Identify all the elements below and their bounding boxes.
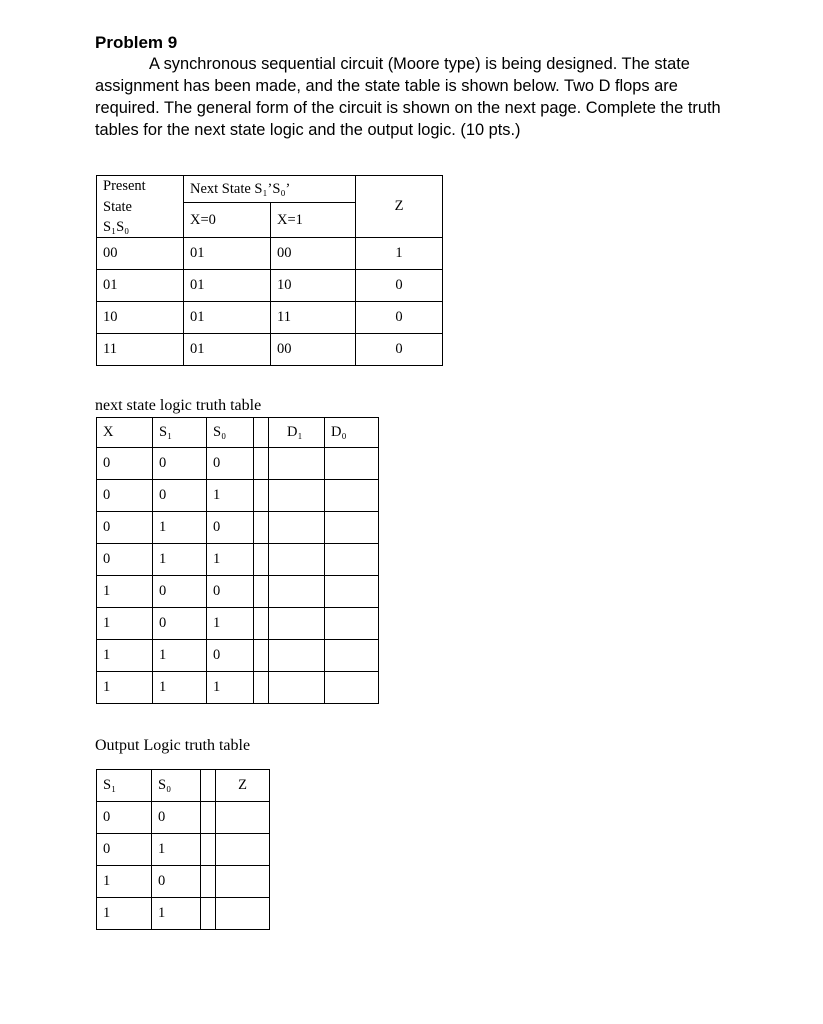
x0-cell: 01 [184,302,271,334]
divider-cell [254,544,269,576]
d1-answer-cell[interactable] [269,544,325,576]
present-cell: 10 [97,302,184,334]
x1-cell: 11 [271,302,356,334]
divider-cell [254,608,269,640]
x1-cell: 10 [271,270,356,302]
divider-cell [254,512,269,544]
s0-cell: 1 [207,544,254,576]
s0-cell: 1 [152,898,201,930]
d0-answer-cell[interactable] [325,448,379,480]
present-cell: 01 [97,270,184,302]
x0-cell: 01 [184,238,271,270]
s1-cell: 0 [153,480,207,512]
table-row [97,512,379,544]
d1-header: D₁ [269,418,325,448]
s1-cell: 1 [153,544,207,576]
state-label: State [103,199,132,215]
s0-cell: 0 [207,576,254,608]
s1-cell: 1 [97,866,152,898]
z-header: Z [216,770,270,802]
table-row [97,238,443,270]
d0-answer-cell[interactable] [325,576,379,608]
x-header: X [97,418,153,448]
s1-cell: 0 [153,608,207,640]
z-cell: 0 [356,270,443,302]
z-answer-cell[interactable] [216,834,270,866]
divider-cell [254,672,269,704]
divider-cell [254,480,269,512]
statement-line: required. The general form of the circuit is shown on the next page. Complete the truth [95,99,721,117]
table-row [97,898,270,930]
table-row [97,302,443,334]
z-header: Z [356,176,443,238]
table-row [97,448,379,480]
d0-answer-cell[interactable] [325,608,379,640]
x0-label: X=0 [190,211,216,228]
x1-cell: 00 [271,334,356,366]
d1-answer-cell[interactable] [269,480,325,512]
divider-cell [254,640,269,672]
x0-cell: 01 [184,334,271,366]
s0-cell: 1 [207,608,254,640]
d0-answer-cell[interactable] [325,672,379,704]
x1-cell: 00 [271,238,356,270]
s0-header: S₀ [152,770,201,802]
x0-header [184,203,271,238]
table-row [97,834,270,866]
present-cell: 11 [97,334,184,366]
s0-cell: 0 [207,448,254,480]
s1-cell: 1 [153,512,207,544]
table-row [97,480,379,512]
table-row [97,270,443,302]
s0-cell: 1 [207,672,254,704]
next-state-truth-table [96,417,379,704]
z-cell: 0 [356,334,443,366]
table-row [97,866,270,898]
z-answer-cell[interactable] [216,802,270,834]
x0-cell: 01 [184,270,271,302]
s1s0-label: S₁S₀ [103,219,130,235]
d1-answer-cell[interactable] [269,608,325,640]
next-state-caption: next state logic truth table [95,397,262,414]
x-cell: 1 [97,640,153,672]
s1-cell: 0 [153,448,207,480]
s0-header: S₀ [207,418,254,448]
present-label: Present [103,178,146,194]
table-row [97,334,443,366]
divider-cell [201,802,216,834]
d1-answer-cell[interactable] [269,640,325,672]
divider-cell [254,448,269,480]
z-answer-cell[interactable] [216,866,270,898]
present-cell: 00 [97,238,184,270]
next-state-header [184,176,356,203]
divider-cell [201,834,216,866]
s0-cell: 1 [207,480,254,512]
x-cell: 1 [97,608,153,640]
s1-header: S₁ [153,418,207,448]
z-cell: 1 [356,238,443,270]
problem-title: Problem 9 [95,33,178,52]
s1-cell: 1 [153,640,207,672]
x-cell: 0 [97,544,153,576]
table-row [97,608,379,640]
z-cell: 0 [356,302,443,334]
s1-cell: 0 [153,576,207,608]
d0-answer-cell[interactable] [325,544,379,576]
output-truth-table [96,769,270,930]
d0-answer-cell[interactable] [325,512,379,544]
divider-cell [201,898,216,930]
x-cell: 0 [97,448,153,480]
table-row [97,802,270,834]
next-state-label: Next State S₁’S₀’ [190,180,291,197]
d0-answer-cell[interactable] [325,480,379,512]
divider-cell [201,866,216,898]
present-state-header [97,176,184,238]
s1-cell: 0 [97,834,152,866]
s0-cell: 0 [207,640,254,672]
statement-line: A synchronous sequential circuit (Moore type) is being designed. The state [149,55,690,73]
s1-cell: 1 [153,672,207,704]
d0-answer-cell[interactable] [325,640,379,672]
x-cell: 1 [97,576,153,608]
x1-header [271,203,356,238]
x1-label: X=1 [277,211,303,228]
statement-line: assignment has been made, and the state table is shown below. Two D flops are [95,77,678,95]
problem-statement [95,53,800,141]
s0-cell: 0 [152,802,201,834]
divider-cell [254,418,269,448]
s0-cell: 1 [152,834,201,866]
s1-cell: 0 [97,802,152,834]
d1-answer-cell[interactable] [269,512,325,544]
s0-cell: 0 [207,512,254,544]
z-answer-cell[interactable] [216,898,270,930]
d1-answer-cell[interactable] [269,576,325,608]
divider-cell [201,770,216,802]
d0-header: D₀ [325,418,379,448]
table-row [97,576,379,608]
s1-header: S₁ [97,770,152,802]
statement-line: tables for the next state logic and the output logic. (10 pts.) [95,121,521,139]
table-row [97,640,379,672]
x-cell: 0 [97,512,153,544]
d1-answer-cell[interactable] [269,448,325,480]
table-row [97,544,379,576]
s1-cell: 1 [97,898,152,930]
divider-cell [254,576,269,608]
x-cell: 1 [97,672,153,704]
s0-cell: 0 [152,866,201,898]
state-table [96,175,443,366]
table-row [97,672,379,704]
output-logic-caption: Output Logic truth table [95,737,251,754]
d1-answer-cell[interactable] [269,672,325,704]
x-cell: 0 [97,480,153,512]
